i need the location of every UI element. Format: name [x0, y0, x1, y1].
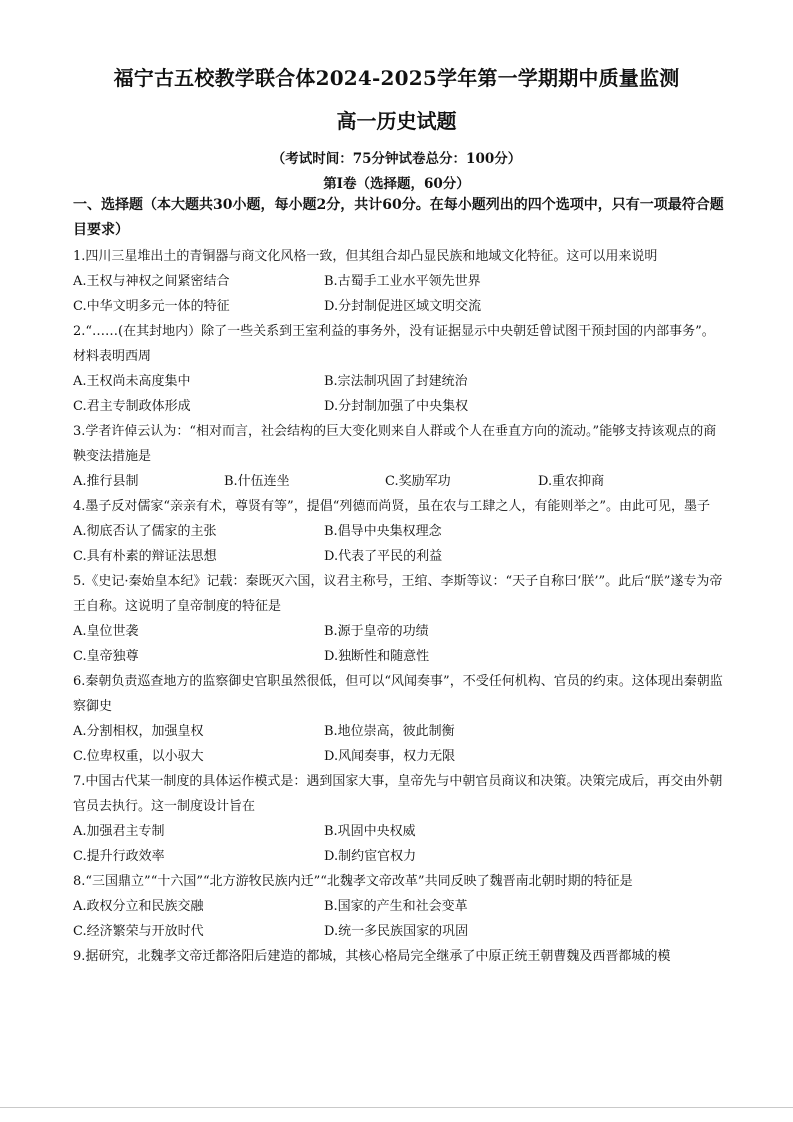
option-d: D.独断性和随意性	[324, 649, 430, 664]
option-d: D.代表了平民的利益	[324, 549, 443, 564]
option-d: D.分封制促进区域文明交流	[324, 299, 482, 314]
option-grid	[73, 369, 727, 419]
option-b: B.倡导中央集权理念	[324, 524, 442, 539]
option-grid	[73, 519, 727, 569]
option-c: C.位卑权重，以小驭大	[73, 749, 204, 764]
option-grid	[73, 719, 727, 769]
option-a: A.分割相权，加强皇权	[73, 724, 204, 739]
section-heading: 一、选择题（本大题共30小题，每小题2分，共计60分。在每小题列出的四个选项中，只有一项最符合题目要求）	[73, 197, 724, 238]
option-grid	[73, 269, 727, 319]
option-c: C.皇帝独尊	[73, 649, 139, 664]
option-a: A.王权尚未高度集中	[73, 374, 191, 389]
option-d: D.分封制加强了中央集权	[324, 399, 469, 414]
option-c: C.具有朴素的辩证法思想	[73, 549, 217, 564]
option-grid	[73, 819, 727, 869]
question-9	[73, 944, 727, 969]
option-b: B.宗法制巩固了封建统治	[324, 374, 468, 389]
question-8	[73, 869, 727, 944]
question-5	[73, 569, 727, 669]
question-stem: 3.学者许倬云认为：“相对而言，社会结构的巨大变化则来自人群或个人在垂直方向的流动。”能够支持该观点的商鞅变法措施是	[73, 424, 717, 464]
option-d: D.重农抑商	[538, 474, 605, 489]
option-a: A.皇位世袭	[73, 624, 139, 639]
page-subtitle: 高一历史试题	[336, 109, 457, 133]
question-stem: 9.据研究，北魏孝文帝迁都洛阳后建造的都城，其核心格局完全继承了中原正统王朝曹魏及西晋都城的模	[73, 949, 671, 964]
question-2	[73, 319, 727, 419]
option-grid	[73, 619, 727, 669]
option-c: C.君主专制政体形成	[73, 399, 191, 414]
part-title: 第Ⅰ卷（选择题，60分）	[323, 176, 470, 192]
question-stem: 5.《史记·秦始皇本纪》记载：秦既灭六国，议君主称号，王绾、李斯等议：“天子自称曰‘朕’”。此后“朕”遂专为帝王自称。这说明了皇帝制度的特征是	[73, 574, 723, 614]
question-stem: 6.秦朝负责巡查地方的监察御史官职虽然很低，但可以“风闻奏事”，不受任何机构、官员的约束。这体现出秦朝监察御史	[73, 674, 723, 714]
question-stem: 1.四川三星堆出土的青铜器与商文化风格一致，但其组合却凸显民族和地域文化特征。这可以用来说明	[73, 249, 658, 264]
option-b: B.什伍连坐	[224, 474, 290, 489]
option-row	[73, 469, 727, 494]
option-c: C.经济繁荣与开放时代	[73, 924, 204, 939]
option-a: A.推行县制	[73, 474, 139, 489]
option-a: A.王权与神权之间紧密结合	[73, 274, 230, 289]
option-b: B.古蜀手工业水平领先世界	[324, 274, 481, 289]
page-title: 福宁古五校教学联合体2024-2025学年第一学期期中质量监测	[113, 66, 680, 90]
option-b: B.巩固中央权威	[324, 824, 416, 839]
question-stem: 2.“……(在其封地内）除了一些关系到王室利益的事务外，没有证据显示中央朝廷曾试图干预封国的内部事务”。材料表明西周	[73, 324, 715, 364]
option-a: A.彻底否认了儒家的主张	[73, 524, 217, 539]
question-stem: 7.中国古代某一制度的具体运作模式是：遇到国家大事，皇帝先与中朝官员商议和决策。决策完成后，再交由外朝官员去执行。这一制度设计旨在	[73, 774, 723, 814]
option-a: A.加强君主专制	[73, 824, 165, 839]
question-stem: 8.“三国鼎立”“十六国”“北方游牧民族内迁”“北魏孝文帝改革”共同反映了魏晋南北朝时期的特征是	[73, 874, 633, 889]
option-d: D.统一多民族国家的巩固	[324, 924, 469, 939]
question-1	[73, 244, 727, 319]
option-b: B.地位崇高，彼此制衡	[324, 724, 455, 739]
question-list	[73, 193, 727, 969]
option-d: D.制约宦官权力	[324, 849, 417, 864]
option-b: B.源于皇帝的功绩	[324, 624, 429, 639]
option-grid	[73, 894, 727, 944]
question-7	[73, 769, 727, 869]
option-c: C.中华文明多元一体的特征	[73, 299, 230, 314]
option-b: B.国家的产生和社会变革	[324, 899, 468, 914]
question-stem: 4.墨子反对儒家“亲亲有术，尊贤有等”，提倡“列德而尚贤，虽在农与工肆之人，有能则举之”。由此可见，墨子	[73, 499, 710, 514]
question-6	[73, 669, 727, 769]
exam-info: （考试时间：75分钟试卷总分：100分）	[271, 151, 522, 167]
question-4	[73, 494, 727, 569]
option-a: A.政权分立和民族交融	[73, 899, 204, 914]
option-c: C.奖励军功	[385, 474, 451, 489]
option-d: D.风闻奏事，权力无限	[324, 749, 456, 764]
page-bottom-divider	[0, 1107, 793, 1108]
option-c: C.提升行政效率	[73, 849, 165, 864]
question-3	[73, 419, 727, 494]
